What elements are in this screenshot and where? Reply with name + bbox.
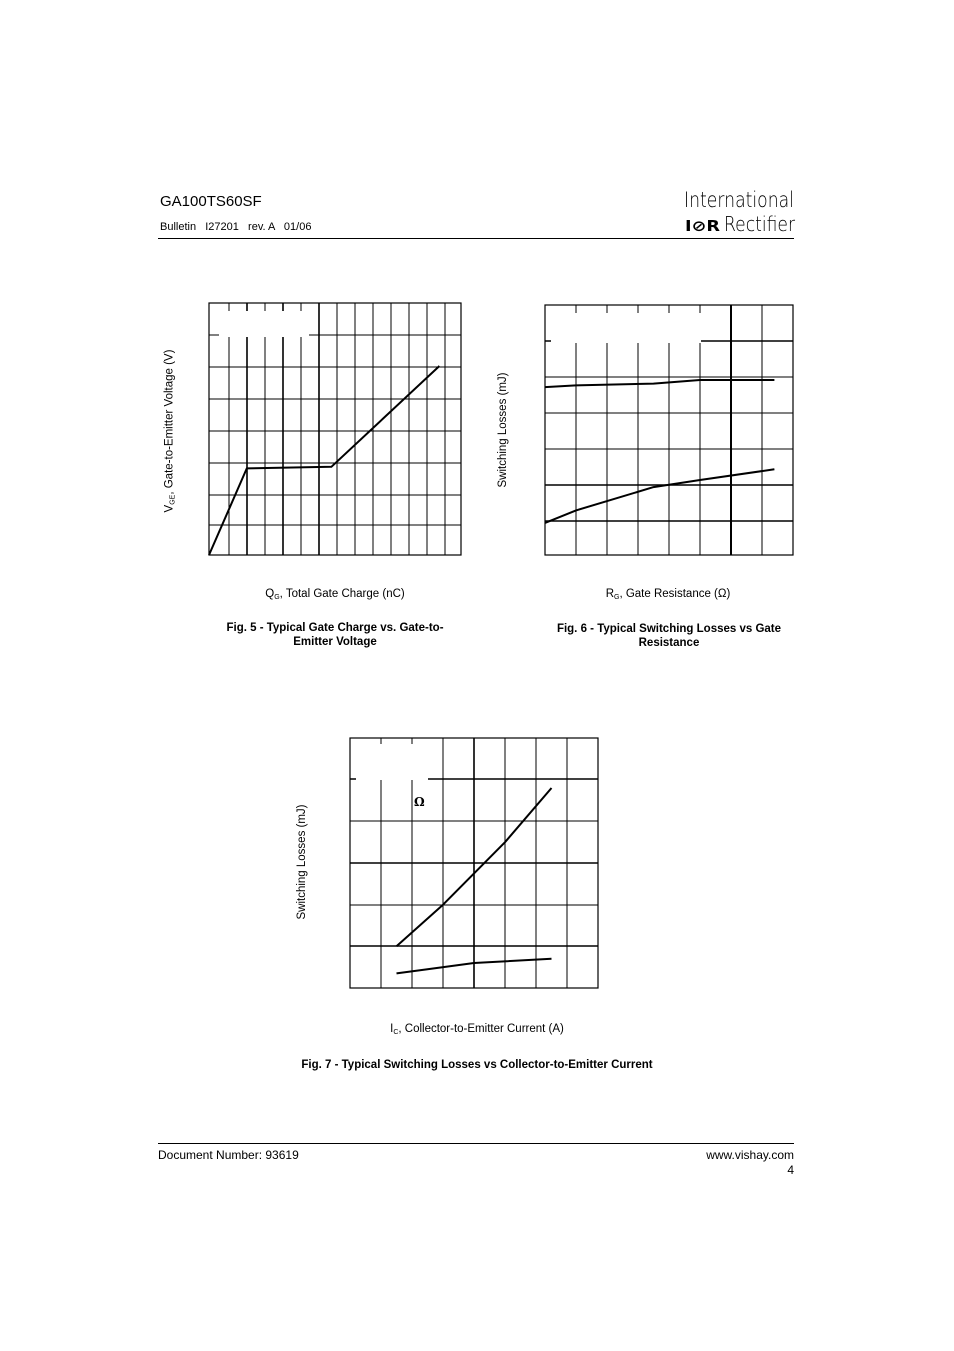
fig7-x-axis-label: $I_C$, Collector-to-Emitter Current (A) [390, 1023, 564, 1036]
fig5-x-axis-label: $Q_G$, Total Gate Charge (nC) [265, 588, 405, 601]
fig5-caption: Fig. 5 - Typical Gate Charge vs. Gate-to- Emitter Voltage [226, 622, 444, 648]
fig7-plot-area [350, 738, 598, 988]
annotation-text: Ω [414, 795, 425, 809]
chart-fig6 [544, 304, 793, 556]
legend-box [551, 313, 701, 343]
legend-box [219, 311, 309, 337]
fig6-plot-area [545, 305, 793, 555]
fig6-x-axis-label: $R_G$, Gate Resistance (Ω) [605, 588, 731, 601]
svg-text:International: International [684, 188, 794, 212]
company-logo [684, 186, 796, 236]
fig6-y-axis-label: Switching Losses (mJ) [497, 372, 509, 488]
bulletin-line: Bulletin I27201 rev. A 01/06 [160, 221, 312, 233]
chart-fig5 [208, 302, 462, 556]
part-number: GA100TS60SF [160, 193, 262, 210]
svg-text:I⊘R: I⊘R [685, 217, 721, 235]
svg-text:Rectifier: Rectifier [724, 212, 796, 236]
header-divider [158, 238, 794, 239]
page-number: 4 [787, 1163, 794, 1177]
chart-fig7 [349, 737, 599, 989]
fig7-y-axis-label: Switching Losses (mJ) [296, 804, 308, 920]
fig5-plot-area [209, 303, 461, 555]
website-link[interactable]: www.vishay.com [706, 1148, 794, 1162]
fig6-caption: Fig. 6 - Typical Switching Losses vs Gate Resistance [556, 623, 782, 649]
document-number: Document Number: 93619 [158, 1148, 299, 1162]
fig7-caption: Fig. 7 - Typical Switching Losses vs Collector-to-Emitter Current [301, 1059, 653, 1071]
legend-box [356, 744, 428, 780]
footer-divider [158, 1143, 794, 1144]
fig5-y-axis-label: $V_{GE}$, Gate-to-Emitter Voltage (V) [163, 349, 177, 513]
